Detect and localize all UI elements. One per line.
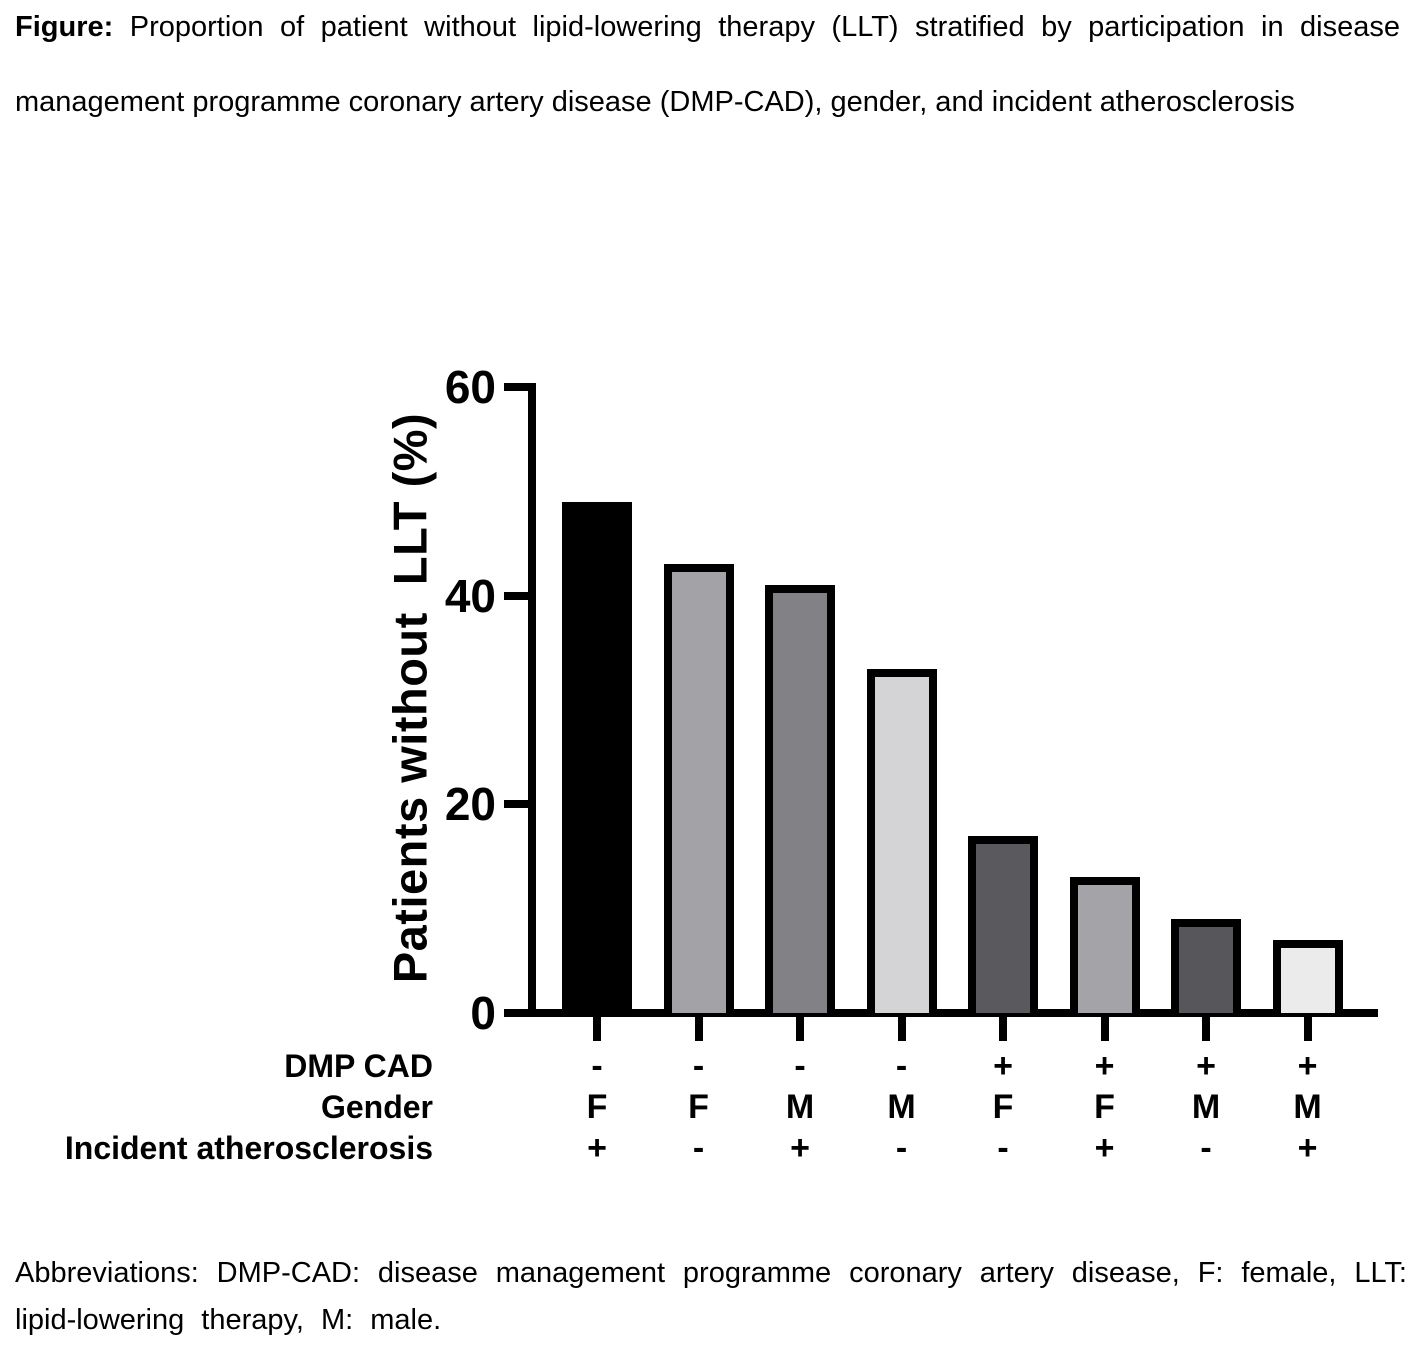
bar bbox=[1070, 877, 1140, 1013]
category-symbol: + bbox=[1196, 1047, 1216, 1085]
x-axis-tick bbox=[898, 1017, 906, 1041]
x-axis-tick bbox=[1304, 1017, 1312, 1041]
category-symbol: F bbox=[688, 1088, 709, 1126]
y-axis-tick-label: 20 bbox=[444, 778, 496, 831]
axis-row-label: Incident atherosclerosis bbox=[64, 1130, 433, 1166]
bar bbox=[968, 836, 1038, 1013]
y-axis-tick bbox=[504, 592, 536, 600]
x-axis-tick bbox=[593, 1017, 601, 1041]
category-symbol: - bbox=[692, 1129, 705, 1167]
y-axis-title: Patients without LLT (%) bbox=[383, 412, 437, 984]
y-axis-tick-label: 0 bbox=[470, 987, 496, 1039]
abbreviations-note: Abbreviations: DMP-CAD: disease management programme coronary artery disease, F: female, LLT: lipid-lowering therapy, M: male. bbox=[15, 1257, 1407, 1336]
x-axis-line bbox=[504, 1009, 1378, 1017]
x-axis-tick bbox=[1202, 1017, 1210, 1041]
x-axis-tick bbox=[1101, 1017, 1109, 1041]
category-symbol: + bbox=[1094, 1047, 1115, 1085]
category-symbol: M bbox=[1191, 1088, 1221, 1126]
x-axis-tick bbox=[999, 1017, 1007, 1041]
category-symbol: + bbox=[587, 1129, 607, 1167]
bar bbox=[765, 585, 835, 1013]
bar bbox=[867, 669, 937, 1013]
figure-label: Figure: bbox=[15, 11, 114, 43]
category-symbol: F bbox=[1094, 1088, 1115, 1126]
category-symbol: M bbox=[785, 1088, 815, 1126]
category-symbol: + bbox=[1297, 1047, 1318, 1085]
y-axis-tick-label: 60 bbox=[444, 361, 496, 414]
category-symbol: F bbox=[586, 1088, 608, 1126]
y-axis-tick-label: 40 bbox=[444, 569, 496, 622]
x-axis-tick bbox=[796, 1017, 804, 1041]
category-symbol: - bbox=[692, 1047, 705, 1085]
bar bbox=[1171, 919, 1241, 1013]
category-symbol: M bbox=[887, 1088, 916, 1126]
category-symbol: - bbox=[794, 1047, 806, 1085]
category-symbol: - bbox=[591, 1047, 603, 1085]
figure-caption-text: Proportion of patient without lipid-lowering therapy (LLT) stratified by participation in disease management programme coronary artery disease (DMP-CAD), gender, and incident atherosclerosis bbox=[15, 11, 1400, 118]
bar bbox=[664, 564, 734, 1013]
category-symbol: - bbox=[895, 1129, 908, 1167]
y-axis-line bbox=[528, 383, 536, 1013]
axis-row-label: Gender bbox=[320, 1089, 433, 1125]
category-symbol: + bbox=[993, 1047, 1013, 1085]
y-axis-tick bbox=[504, 800, 536, 808]
category-symbol: M bbox=[1293, 1088, 1322, 1126]
bar bbox=[562, 502, 632, 1013]
category-symbol: F bbox=[992, 1088, 1014, 1126]
bar bbox=[1273, 940, 1343, 1013]
x-axis-tick bbox=[695, 1017, 703, 1041]
y-axis-tick bbox=[504, 383, 536, 391]
category-symbol: - bbox=[1200, 1129, 1212, 1167]
category-symbol: + bbox=[1094, 1129, 1115, 1167]
category-symbol: - bbox=[895, 1047, 908, 1085]
category-symbol: + bbox=[790, 1129, 810, 1167]
category-symbol: + bbox=[1297, 1129, 1318, 1167]
category-symbol: - bbox=[997, 1129, 1009, 1167]
axis-row-label: DMP CAD bbox=[284, 1048, 433, 1084]
